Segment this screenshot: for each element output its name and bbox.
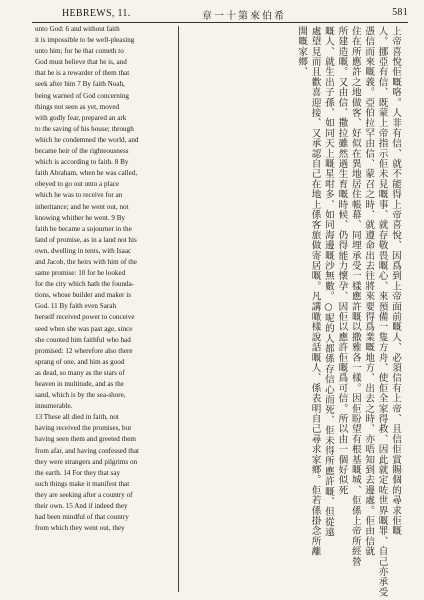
english-text-line: she counted him faithful who had (35, 335, 131, 344)
english-text-line: land of promise, as in a land not his (35, 235, 137, 244)
english-text-line: obeyed to go out unto a place (35, 180, 120, 189)
english-text-line: God must believe that he is, and (35, 58, 127, 67)
english-text-line: having seen them and greeted them (35, 435, 136, 444)
english-text-line: knowing whither he went. 9 By (35, 213, 126, 222)
english-text-line: faith Abraham, when he was called, (35, 169, 138, 178)
running-header (32, 6, 408, 20)
english-text-line: being warned of God concerning (35, 91, 129, 100)
english-text-line: 13 These all died in faith, not (35, 413, 119, 422)
english-text-line: same promise: 10 for he looked (35, 269, 126, 278)
english-text-line: their own. 15 And if indeed they (35, 502, 128, 511)
header-rule (32, 22, 408, 23)
english-text-line: which he condemned the world, and (35, 135, 139, 144)
english-text-line: the earth. 14 For they that say (35, 468, 121, 477)
chinese-text-line: 處望見而且歡喜迎接、又承認自己在地上係客旅做寄居嘅。凡講噉樣說話嘅人、係表明自己尋求家鄉。佢若係掛念所離 (309, 26, 321, 557)
english-text-line: own, dwelling in tents, with Isaac (35, 246, 132, 255)
english-text-line: seek after him 7 By faith Noah, (35, 80, 125, 89)
english-text-line: unto God: 6 and without faith (35, 25, 120, 33)
english-text-line: herself received power to conceive (35, 313, 135, 322)
english-text-line: seed when she was past age, since (35, 324, 133, 333)
english-text-line: as dead, so many as the stars of (35, 368, 125, 377)
english-text-line: had been mindful of that country (35, 513, 129, 522)
english-text-line: unto him; for he that cometh to (35, 47, 124, 56)
english-text-line: such things make it manifest that (35, 479, 130, 488)
english-text-column (35, 24, 175, 534)
english-text-line: God. 11 By faith even Sarah (35, 302, 117, 311)
english-text-line: which is according to faith. 8 By (35, 158, 129, 167)
english-text-line: tions, whose builder and maker is (35, 291, 131, 300)
english-text-line: having received the promises, but (35, 424, 132, 433)
english-text-line: which he was to receive for an (35, 191, 123, 200)
english-text-line: things not seen as yet, moved (35, 102, 120, 111)
chinese-text-line: 上帝喜悅佢嘅咯。人非有信、就不能得上帝喜悅、因爲到上帝面前嘅人、必須信有上帝、且信佢賞賜個的尋求佢嘅 (390, 26, 401, 536)
chinese-text-column (186, 26, 402, 598)
chinese-text-line: 憑信而來嘅義。亞伯拉罕由信、蒙召之時、就遵命出去往將來要得爲業嘅地方、出去之時、亦唔知到去邊處。佢由信就 (363, 26, 375, 557)
chinese-text-line: 住在所應許之地做客、好似在異地居住帳幕、同埋承受一樣應許嘅以撒雅各一樣。因佢盼望有根基嘅城、佢係上帝所經營 (349, 26, 361, 567)
english-text-line: faith he became a sojourner in the (35, 224, 132, 233)
chinese-text-line: 人。挪亞有信、既蒙上帝指示佢未見嘅事、就存敬畏嘅心、來預備一隻方舟、使佢全家得救、因此就定咗世界嘅罪、自己亦承受 (376, 26, 388, 598)
english-text-line: from which they went out, they (35, 524, 125, 533)
english-text-line: innumerable. (35, 402, 73, 411)
english-text-line: to the saving of his house; through (35, 124, 134, 133)
chinese-text-line: 嘅人、就生出子孫、如同天上嘅星咁多、如同海邊嘅沙無數。○呢的人都係存信心而死、佢未得所應許嘅、但從遠 (322, 26, 334, 538)
chinese-running-title: 章一十第來伯希 (202, 11, 286, 22)
english-text-line: became heir of the righteousness (35, 147, 129, 156)
page-number: 581 (392, 7, 408, 18)
english-text-line: it is impossible to be well-pleasing (35, 36, 135, 45)
english-text-line: heaven in multitude, and as the (35, 380, 124, 388)
english-text-line: sand, which is by the sea-shore, (35, 391, 126, 400)
english-text-line: promised: 12 wherefore also there (35, 346, 133, 355)
english-text-line: inheritance; and he went out, not (35, 202, 129, 211)
column-divider (178, 26, 179, 592)
english-running-title: HEBREWS, 11. (62, 8, 131, 19)
chinese-text-line: 所建造嘅。又由信、撒拉雖然過生育嘅時候、仍得能力懷孕、因佢以應許佢嘅爲可信。所以由一個好似死 (336, 26, 348, 496)
english-text-line: they were strangers and pilgrims on (35, 457, 138, 466)
english-text-line: and Jacob, the heirs with him of the (35, 257, 137, 266)
english-text-line: from afar, and having confessed that (35, 446, 140, 455)
english-text-line: they are seeking after a country of (35, 490, 133, 499)
english-text-line: for the city which hath the founda- (35, 280, 135, 289)
english-text-line: sprang of one, and him as good (35, 357, 125, 366)
chinese-text-line: 開嘅家鄉、 (296, 26, 308, 77)
english-text-line: with godly fear, prepared an ark (35, 113, 127, 122)
english-text-line: that he is a rewarder of them that (35, 69, 130, 78)
